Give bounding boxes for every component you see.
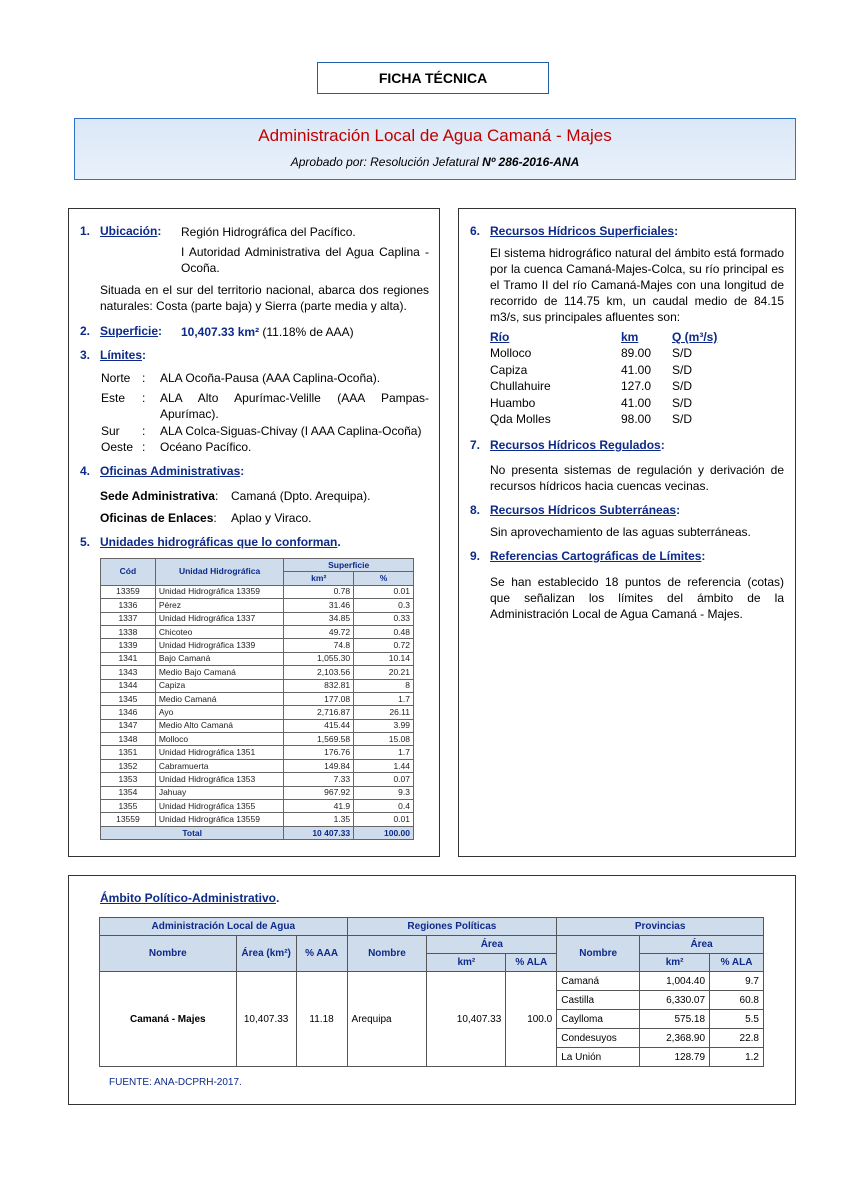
rio-nombre: Chullahuire — [490, 379, 551, 393]
rios-list — [490, 330, 784, 430]
table-row — [101, 759, 414, 772]
prov-pct: 22.8 — [710, 1029, 764, 1048]
enlaces-label — [100, 510, 217, 526]
uh-km2: 149.84 — [284, 759, 354, 772]
region-nombre: Arequipa — [347, 972, 427, 1067]
s7-colon: : — [660, 438, 665, 452]
s5-label: Unidades hidrográficas que lo conforman — [100, 535, 338, 549]
rio-km: 98.00 — [621, 412, 652, 426]
header-title: Administración Local de Agua Camaná - Majes — [258, 126, 612, 145]
rio-km: 41.00 — [621, 362, 652, 377]
uh-km2: 49.72 — [284, 625, 354, 638]
table-row — [101, 692, 414, 705]
uh-nombre: Unidad Hidrográfica 13359 — [155, 585, 284, 598]
s4-num: 4. — [80, 464, 91, 478]
s1-line2: I Autoridad Administrativa del Agua Caplina - Ocoña. — [181, 245, 429, 275]
s1-label: Ubicación — [100, 224, 158, 238]
prov-nombre: Caylloma — [557, 1010, 640, 1029]
uh-pct: 0.48 — [354, 625, 414, 638]
table-row — [101, 666, 414, 679]
s3-label: Límites — [100, 348, 143, 362]
th-prov-km: km² — [640, 954, 710, 972]
table-row — [101, 599, 414, 612]
th-region-km: km² — [427, 954, 506, 972]
s9-label: Referencias Cartográficas de Límites — [490, 549, 702, 563]
limit-val-norte: ALA Ocoña-Pausa (AAA Caplina-Ocoña). — [160, 371, 381, 385]
table-row — [101, 625, 414, 638]
total-pct: 100.00 — [354, 826, 414, 839]
ambito-table — [99, 917, 764, 1067]
uh-km2: 0.78 — [284, 585, 354, 598]
s9-desc: Se han establecido 18 puntos de referencia (cotas) que señalizan los límites del ámbito de la Administración Local de Agua Camaná - Majes. — [490, 575, 784, 621]
s2-num: 2. — [80, 324, 91, 338]
enlaces-colon: : — [213, 511, 217, 525]
uh-pct: 10.14 — [354, 652, 414, 665]
table-row — [101, 733, 414, 746]
s8-label: Recursos Hídricos Subterráneas — [490, 503, 677, 517]
total-label: Total — [101, 826, 284, 839]
total-row — [101, 826, 414, 839]
prov-pct: 9.7 — [710, 972, 764, 991]
sede-value: Camaná (Dpto. Arequipa). — [231, 489, 371, 503]
uh-pct: 1.7 — [354, 746, 414, 759]
table-row — [101, 679, 414, 692]
uh-cod: 13359 — [101, 585, 156, 598]
s7-num: 7. — [470, 438, 481, 452]
prov-km: 128.79 — [640, 1048, 710, 1067]
ambito-row — [100, 972, 764, 991]
limit-sep-norte: : — [142, 371, 146, 385]
table-row — [101, 652, 414, 665]
prov-km: 1,004.40 — [640, 972, 710, 991]
sede-label-text: Sede Administrativa — [100, 489, 215, 503]
uh-pct: 0.07 — [354, 773, 414, 786]
uh-km2: 2,103.56 — [284, 666, 354, 679]
rios-h-q — [672, 330, 717, 344]
total-km: 10 407.33 — [284, 826, 354, 839]
s5-num: 5. — [80, 535, 91, 549]
rios-h-km — [621, 330, 638, 344]
s2-label: Superficie — [100, 324, 159, 338]
table-row — [101, 719, 414, 732]
s6-label: Recursos Hídricos Superficiales — [490, 224, 675, 238]
s1-line1: Región Hidrográfica del Pacífico. — [181, 225, 356, 239]
s7-heading — [470, 438, 665, 452]
uh-cod: 1355 — [101, 800, 156, 813]
uh-nombre: Molloco — [155, 733, 284, 746]
th-ala-nombre: Nombre — [100, 936, 237, 972]
region-pct: 100.0 — [506, 972, 557, 1067]
table-row — [101, 786, 414, 799]
s9-colon: : — [701, 549, 706, 563]
prov-pct: 60.8 — [710, 991, 764, 1010]
uh-nombre: Bajo Camaná — [155, 652, 284, 665]
uh-pct: 20.21 — [354, 666, 414, 679]
s7-desc: No presenta sistemas de regulación y derivación de recursos hídricos hacia cuencas vecinas. — [490, 463, 784, 493]
rios-h-rio-text: Río — [490, 330, 510, 344]
table-row — [101, 746, 414, 759]
uh-nombre: Pérez — [155, 599, 284, 612]
uh-cod: 1338 — [101, 625, 156, 638]
s6-colon: : — [674, 224, 679, 238]
uh-cod: 1336 — [101, 599, 156, 612]
rio-nombre: Molloco — [490, 346, 532, 360]
uh-cod: 1339 — [101, 639, 156, 652]
rio-q: S/D — [672, 346, 693, 360]
uh-cod: 1348 — [101, 733, 156, 746]
unidades-table — [100, 558, 414, 840]
uh-pct: 1.7 — [354, 692, 414, 705]
prov-km: 6,330.07 — [640, 991, 710, 1010]
uh-cod: 1346 — [101, 706, 156, 719]
ambito-title-dot: . — [276, 891, 280, 905]
th-region-nombre: Nombre — [347, 936, 427, 972]
limit-sep-oeste: : — [142, 440, 146, 454]
uh-cod: 1344 — [101, 679, 156, 692]
uh-pct: 0.33 — [354, 612, 414, 625]
prov-km: 2,368.90 — [640, 1029, 710, 1048]
limit-sep-sur: : — [142, 424, 146, 438]
rios-h-rio — [490, 330, 509, 344]
uh-cod: 1345 — [101, 692, 156, 705]
uh-nombre: Capiza — [155, 679, 284, 692]
th-cod: Cód — [101, 559, 156, 586]
uh-cod: 1352 — [101, 759, 156, 772]
uh-pct: 0.01 — [354, 585, 414, 598]
fuente: FUENTE: ANA-DCPRH-2017. — [109, 1077, 242, 1088]
uh-nombre: Unidad Hidrográfica 1351 — [155, 746, 284, 759]
uh-cod: 1351 — [101, 746, 156, 759]
uh-km2: 7.33 — [284, 773, 354, 786]
uh-km2: 31.46 — [284, 599, 354, 612]
s3-colon: : — [142, 348, 147, 362]
prov-nombre: La Unión — [557, 1048, 640, 1067]
uh-km2: 1,055.30 — [284, 652, 354, 665]
s9-num: 9. — [470, 549, 481, 563]
rio-nombre: Huambo — [490, 395, 536, 410]
th-region-pct: % ALA — [506, 954, 557, 972]
uh-pct: 1.44 — [354, 759, 414, 772]
uh-cod: 1353 — [101, 773, 156, 786]
limit-dir-oeste: Oeste — [101, 440, 134, 454]
uh-nombre: Medio Camaná — [155, 692, 284, 705]
th-provincias: Provincias — [557, 918, 764, 936]
rio-q: S/D — [672, 395, 693, 410]
uh-pct: 8 — [354, 679, 414, 692]
s5-heading — [80, 535, 341, 549]
limit-dir-sur: Sur — [101, 424, 120, 438]
uh-km2: 967.92 — [284, 786, 354, 799]
uh-pct: 3.99 — [354, 719, 414, 732]
s4-colon: : — [240, 464, 245, 478]
limit-val-oeste: Océano Pacífico. — [160, 440, 252, 454]
prov-pct: 1.2 — [710, 1048, 764, 1067]
rio-q: S/D — [672, 412, 693, 426]
approved-prefix: Aprobado por: Resolución Jefatural — [290, 155, 483, 169]
uh-pct: 9.3 — [354, 786, 414, 799]
rio-km: 89.00 — [621, 346, 652, 360]
uh-km2: 832.81 — [284, 679, 354, 692]
uh-pct: 0.01 — [354, 813, 414, 826]
uh-km2: 415.44 — [284, 719, 354, 732]
s8-desc: Sin aprovechamiento de las aguas subterráneas. — [490, 525, 751, 539]
s6-heading — [470, 224, 678, 238]
enlaces-label-text: Oficinas de Enlaces — [100, 511, 214, 525]
th-unidad: Unidad Hidrográfica — [155, 559, 284, 586]
table-row — [101, 800, 414, 813]
prov-nombre: Camaná — [557, 972, 640, 991]
uh-nombre: Jahuay — [155, 786, 284, 799]
uh-km2: 1.35 — [284, 813, 354, 826]
table-row — [101, 612, 414, 625]
th-region-area: Área — [427, 936, 557, 954]
s8-heading — [470, 503, 680, 517]
uh-km2: 177.08 — [284, 692, 354, 705]
uh-pct: 15.08 — [354, 733, 414, 746]
prov-km: 575.18 — [640, 1010, 710, 1029]
uh-km2: 1,569.58 — [284, 733, 354, 746]
uh-cod: 1347 — [101, 719, 156, 732]
th-prov-pct: % ALA — [710, 954, 764, 972]
th-pct: % — [354, 572, 414, 585]
s4-label: Oficinas Administrativas — [100, 464, 241, 478]
s2-colon: : — [158, 324, 163, 338]
uh-nombre: Chicoteo — [155, 625, 284, 638]
ala-nombre: Camaná - Majes — [100, 972, 237, 1067]
limit-sep-este: : — [142, 391, 146, 405]
th-ala-area: Área (km²) — [236, 936, 296, 972]
uh-nombre: Unidad Hidrográfica 1337 — [155, 612, 284, 625]
uh-cod: 13559 — [101, 813, 156, 826]
uh-nombre: Unidad Hidrográfica 1355 — [155, 800, 284, 813]
rio-nombre: Qda Molles — [490, 412, 551, 426]
header-banner — [74, 118, 796, 180]
uh-km2: 2,716.87 — [284, 706, 354, 719]
table-row — [101, 585, 414, 598]
uh-pct: 0.72 — [354, 639, 414, 652]
uh-nombre: Cabramuerta — [155, 759, 284, 772]
approved-code: Nº 286-2016-ANA — [482, 155, 580, 169]
limit-val-este: ALA Alto Apurímac-Velille (AAA Pampas-Apurímac). — [160, 391, 429, 421]
th-regiones: Regiones Políticas — [347, 918, 557, 936]
uh-pct: 26.11 — [354, 706, 414, 719]
s8-num: 8. — [470, 503, 481, 517]
rio-q: S/D — [672, 379, 693, 393]
rios-h-q-text: Q (m³/s) — [672, 330, 718, 344]
th-prov-nombre: Nombre — [557, 936, 640, 972]
uh-km2: 74.8 — [284, 639, 354, 652]
s2-pct: (11.18% de AAA) — [259, 325, 354, 339]
th-prov-area: Área — [640, 936, 764, 954]
region-km: 10,407.33 — [427, 972, 506, 1067]
uh-km2: 34.85 — [284, 612, 354, 625]
uh-km2: 176.76 — [284, 746, 354, 759]
uh-nombre: Unidad Hidrográfica 13559 — [155, 813, 284, 826]
s1-num: 1. — [80, 224, 91, 238]
uh-pct: 0.4 — [354, 800, 414, 813]
unidades-table-body — [101, 585, 414, 826]
sede-colon: : — [214, 489, 219, 503]
ficha-title: FICHA TÉCNICA — [317, 62, 549, 94]
enlaces-value: Aplao y Viraco. — [231, 511, 312, 525]
limit-val-sur: ALA Colca-Siguas-Chivay (I AAA Caplina-Ocoña) — [160, 424, 422, 438]
th-km2: km² — [284, 572, 354, 585]
s8-colon: : — [676, 503, 681, 517]
uh-cod: 1341 — [101, 652, 156, 665]
limit-dir-este: Este — [101, 391, 126, 405]
s6-desc: El sistema hidrográfico natural del ámbito está formado por la cuenca Camaná-Majes-Colca, su río principal es el Tramo II del río Camaná-Majes con una longitud de recorrido de 114.75 km, un caudal medio de 84.15 m3/s, sus principales afluentes son: — [490, 246, 784, 324]
table-row — [101, 706, 414, 719]
uh-km2: 41.9 — [284, 800, 354, 813]
limit-dir-norte: Norte — [101, 371, 131, 385]
s1-colon: : — [157, 224, 162, 238]
rio-nombre: Capiza — [490, 362, 528, 377]
s1-heading — [80, 224, 161, 238]
s2-value-line — [181, 324, 354, 340]
prov-nombre: Castilla — [557, 991, 640, 1010]
s7-label: Recursos Hídricos Regulados — [490, 438, 661, 452]
th-superficie: Superficie — [284, 559, 414, 572]
s9-heading — [470, 549, 705, 563]
s3-heading — [80, 348, 146, 362]
ambito-title — [100, 891, 279, 905]
uh-cod: 1343 — [101, 666, 156, 679]
table-row — [101, 773, 414, 786]
s6-num: 6. — [470, 224, 481, 238]
ambito-title-text: Ámbito Político-Administrativo — [100, 891, 277, 905]
uh-pct: 0.3 — [354, 599, 414, 612]
sede-label — [100, 488, 218, 504]
rios-h-km-text: km — [621, 330, 639, 344]
prov-pct: 5.5 — [710, 1010, 764, 1029]
s1-desc: Situada en el sur del territorio nacional, abarca dos regiones naturales: Costa (parte baja) y Sierra (parte media y alta). — [100, 283, 429, 313]
uh-cod: 1354 — [101, 786, 156, 799]
uh-nombre: Medio Bajo Camaná — [155, 666, 284, 679]
prov-nombre: Condesuyos — [557, 1029, 640, 1048]
rio-km: 127.0 — [621, 379, 652, 393]
ala-pct: 11.18 — [296, 972, 347, 1067]
s4-heading — [80, 464, 244, 478]
th-ala: Administración Local de Agua — [100, 918, 348, 936]
table-row — [101, 813, 414, 826]
th-ala-pct: % AAA — [296, 936, 347, 972]
uh-nombre: Medio Alto Camaná — [155, 719, 284, 732]
header-approved — [75, 155, 795, 169]
s5-dot: . — [337, 535, 341, 549]
uh-nombre: Unidad Hidrográfica 1353 — [155, 773, 284, 786]
rio-km: 41.00 — [621, 395, 652, 410]
rio-q: S/D — [672, 362, 693, 377]
s2-heading — [80, 324, 162, 338]
table-row — [101, 639, 414, 652]
uh-cod: 1337 — [101, 612, 156, 625]
uh-nombre: Unidad Hidrográfica 1339 — [155, 639, 284, 652]
s2-value: 10,407.33 km² — [181, 325, 260, 339]
uh-nombre: Ayo — [155, 706, 284, 719]
s3-num: 3. — [80, 348, 91, 362]
ala-area: 10,407.33 — [236, 972, 296, 1067]
